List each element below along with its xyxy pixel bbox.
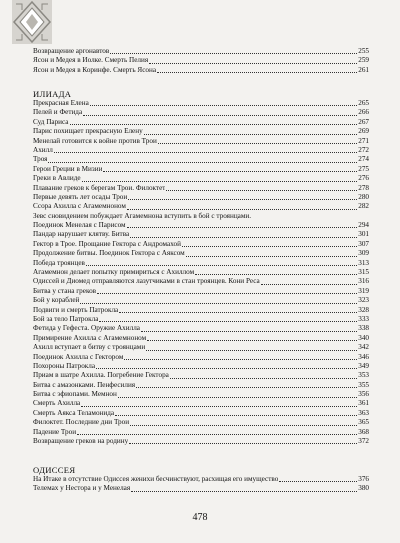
entry-title: Прекрасная Елена xyxy=(33,99,89,107)
dot-leader xyxy=(119,312,357,313)
entry-page: 282 xyxy=(358,202,369,211)
entry-title: Ахилл xyxy=(33,145,53,154)
toc-entry[interactable] xyxy=(33,400,369,409)
toc-entry[interactable] xyxy=(33,353,369,362)
dot-leader xyxy=(48,162,357,163)
entry-page: 353 xyxy=(358,371,369,380)
toc-entry[interactable] xyxy=(33,315,369,324)
entry-page: 346 xyxy=(358,352,369,361)
entry-title: Суд Париса xyxy=(33,117,69,126)
entry-page: 355 xyxy=(358,380,369,389)
toc-entry[interactable] xyxy=(33,127,369,136)
iliad-section xyxy=(33,89,369,446)
dot-leader xyxy=(118,397,357,398)
dot-leader xyxy=(90,105,357,106)
entry-page: 363 xyxy=(358,408,369,417)
entry-title: Парис похищает прекрасную Елену xyxy=(33,127,143,136)
entry-title: Зевс сновидением побуждает Агамемнона вступить в бой с троянцами. xyxy=(33,211,252,220)
dot-leader xyxy=(81,406,357,407)
entry-title: Подвиги и смерть Патрокла xyxy=(33,305,119,314)
odyssey-entry-list xyxy=(33,475,369,494)
toc-entry[interactable] xyxy=(33,381,369,390)
entry-title: Гектор в Трое. Прощание Гектора с Андромахой xyxy=(33,239,181,248)
dot-leader xyxy=(149,63,357,64)
toc-entry[interactable] xyxy=(33,268,369,277)
dot-leader xyxy=(130,237,357,238)
dot-leader xyxy=(99,321,357,322)
toc-entry[interactable] xyxy=(33,428,369,437)
entry-title: Бой за тело Патрокла xyxy=(33,314,99,323)
entry-title: Битва с эфиопами. Мемнон xyxy=(33,390,117,399)
toc-entry[interactable] xyxy=(33,165,369,174)
toc-entry[interactable] xyxy=(33,155,369,164)
entry-title: Менелай готовится к войне против Трои xyxy=(33,136,157,145)
dot-leader xyxy=(144,134,358,135)
section-heading: ОДИССЕЯ xyxy=(33,465,76,475)
dot-leader xyxy=(127,227,358,228)
toc-entry[interactable] xyxy=(33,324,369,333)
entry-page: 349 xyxy=(358,361,369,370)
toc-entry[interactable] xyxy=(33,118,369,127)
entry-page: 301 xyxy=(358,230,369,239)
dot-leader xyxy=(261,284,358,285)
entry-page: 315 xyxy=(358,268,369,277)
toc-entry[interactable] xyxy=(33,212,369,221)
entry-title: Битва с амазонками. Пенфесилия xyxy=(33,380,136,389)
toc-entry[interactable] xyxy=(33,277,369,286)
entry-title: Бой у кораблей xyxy=(33,296,80,305)
dot-leader xyxy=(83,115,357,116)
toc-entry[interactable] xyxy=(33,409,369,418)
toc-entry[interactable] xyxy=(33,343,369,352)
dot-leader xyxy=(54,152,357,153)
entry-page: 372 xyxy=(358,437,369,446)
entry-page: 340 xyxy=(358,333,369,342)
dot-leader xyxy=(80,303,357,304)
entry-page: 342 xyxy=(358,343,369,352)
toc-entry[interactable] xyxy=(33,249,369,258)
entry-title: Троя xyxy=(33,155,48,164)
dot-leader xyxy=(127,209,357,210)
toc-top-group xyxy=(33,47,369,75)
entry-title: Примирение Ахилла с Агамемноном xyxy=(33,333,147,342)
entry-page: 313 xyxy=(358,258,369,267)
entry-title: Ясон и Медея в Коринфе. Смерть Ясона xyxy=(33,65,157,74)
dot-leader xyxy=(147,340,357,341)
dot-leader xyxy=(129,443,357,444)
entry-title: Плавание греков к берегам Трои. Филоктет xyxy=(33,183,166,192)
toc-entry[interactable] xyxy=(33,475,369,484)
toc-entry[interactable] xyxy=(33,334,369,343)
entry-page: 294 xyxy=(358,221,369,230)
toc-entry[interactable] xyxy=(33,259,369,268)
entry-title: Возвращение аргонавтов xyxy=(33,47,110,55)
dot-leader xyxy=(97,293,357,294)
entry-page: 271 xyxy=(358,136,369,145)
entry-title: Пелей и Фетида xyxy=(33,108,83,117)
entry-page: 376 xyxy=(358,475,369,483)
entry-title: Агамемнон делает попытку примириться с Ахиллом xyxy=(33,268,195,277)
entry-page: 255 xyxy=(358,47,369,55)
dot-leader xyxy=(82,181,358,182)
dot-leader xyxy=(103,171,357,172)
entry-page: 323 xyxy=(358,296,369,305)
entry-page: 280 xyxy=(358,192,369,201)
entry-page: 261 xyxy=(358,65,369,74)
toc-entry[interactable] xyxy=(33,193,369,202)
entry-title: Одиссей и Диомед отправляются лазутчиками в стан троянцев. Кони Реса xyxy=(33,277,260,286)
entry-title: Смерть Аякса Теламонида xyxy=(33,408,115,417)
dot-leader xyxy=(77,434,357,435)
toc-entry[interactable] xyxy=(33,287,369,296)
entry-page: 338 xyxy=(358,324,369,333)
toc-entry[interactable] xyxy=(33,202,369,211)
entry-title: Падение Трои xyxy=(33,427,77,436)
entry-page: 361 xyxy=(358,399,369,408)
dot-leader xyxy=(130,425,357,426)
entry-title: Ахилл вступает в битву с троянцами xyxy=(33,343,146,352)
entry-page: 276 xyxy=(358,174,369,183)
entry-page: 316 xyxy=(358,277,369,286)
dot-leader xyxy=(124,359,357,360)
entry-page: 269 xyxy=(358,127,369,136)
toc-entry[interactable] xyxy=(33,47,369,56)
toc-entry[interactable] xyxy=(33,221,369,230)
entry-page: 328 xyxy=(358,305,369,314)
dot-leader xyxy=(279,481,357,482)
toc-entry[interactable] xyxy=(33,240,369,249)
entry-page: 319 xyxy=(358,286,369,295)
dot-leader xyxy=(195,274,357,275)
entry-page: 266 xyxy=(358,108,369,117)
page-number: 478 xyxy=(192,512,208,523)
entry-page: 267 xyxy=(358,117,369,126)
entry-page: 356 xyxy=(358,390,369,399)
entry-page: 365 xyxy=(358,418,369,427)
toc-entry[interactable] xyxy=(33,174,369,183)
entry-title: Продолжение битвы. Поединок Гектора с Аяксом xyxy=(33,249,185,258)
entry-title: Битва у стана греков xyxy=(33,286,97,295)
entry-title: Пандар нарушает клятву. Битва xyxy=(33,230,130,239)
toc-entry[interactable] xyxy=(33,108,369,117)
dot-leader xyxy=(166,190,357,191)
entry-page: 333 xyxy=(358,314,369,323)
entry-page: 272 xyxy=(358,145,369,154)
entry-page: 265 xyxy=(358,99,369,107)
entry-title: Телемах у Нестора и у Менелая xyxy=(33,484,131,493)
entry-title: Поединок Менелая с Парисом xyxy=(33,221,126,230)
dot-leader xyxy=(157,72,357,73)
toc-entry[interactable] xyxy=(33,137,369,146)
entry-title: Ясон и Медея в Иолке. Смерть Пелия xyxy=(33,56,149,65)
entry-page: 259 xyxy=(358,56,369,65)
toc-entry[interactable] xyxy=(33,371,369,380)
entry-title: Герои Греции в Мизии xyxy=(33,164,103,173)
entry-page: 368 xyxy=(358,427,369,436)
dot-leader xyxy=(86,265,357,266)
toc-entry[interactable] xyxy=(33,146,369,155)
dot-leader xyxy=(158,143,357,144)
dot-leader xyxy=(96,368,357,369)
entry-title: Возвращение греков на родину xyxy=(33,437,129,446)
dot-leader xyxy=(128,199,357,200)
dot-leader xyxy=(186,256,357,257)
section-heading: ИЛИАДА xyxy=(33,89,72,99)
entry-title: Греки в Авлиде xyxy=(33,174,81,183)
toc-entry[interactable] xyxy=(33,437,369,446)
dot-leader xyxy=(170,378,357,379)
entry-page: 274 xyxy=(358,155,369,164)
entry-title: Первые девять лет осады Трои xyxy=(33,192,128,201)
iliad-entry-list xyxy=(33,99,369,446)
dot-leader xyxy=(136,387,357,388)
toc-entry[interactable] xyxy=(33,66,369,75)
entry-title: Ссора Ахилла с Агамемноном xyxy=(33,202,126,211)
toc-entry[interactable] xyxy=(33,296,369,305)
entry-title: На Итаке в отсутствие Одиссея женихи бесчинствуют, расхищая его имущество xyxy=(33,475,279,483)
toc-entry[interactable] xyxy=(33,99,369,108)
dot-leader xyxy=(70,124,358,125)
toc-entry[interactable] xyxy=(33,390,369,399)
toc-entry[interactable] xyxy=(33,306,369,315)
dot-leader xyxy=(131,491,357,492)
entry-title: Победа троянцев xyxy=(33,258,85,267)
dot-leader xyxy=(141,331,357,332)
entry-title: Фетида у Гефеста. Оружие Ахилла xyxy=(33,324,140,333)
entry-page: 275 xyxy=(358,164,369,173)
entry-page: 278 xyxy=(358,183,369,192)
entry-title: Смерть Ахилла xyxy=(33,399,81,408)
toc-entry[interactable] xyxy=(33,362,369,371)
toc-entry[interactable] xyxy=(33,418,369,427)
entry-title: Поединок Ахилла с Гектором xyxy=(33,352,124,361)
greek-ornament-icon xyxy=(12,0,52,44)
toc-entry[interactable] xyxy=(33,184,369,193)
dot-leader xyxy=(182,246,357,247)
entry-title: Филоктет. Последние дни Трои xyxy=(33,418,130,427)
dot-leader xyxy=(146,350,357,351)
entry-title: Похороны Патрокла xyxy=(33,361,96,370)
entry-page: 380 xyxy=(358,484,369,493)
dot-leader xyxy=(110,53,357,54)
dot-leader xyxy=(115,415,357,416)
entry-page: 309 xyxy=(358,249,369,258)
toc-entry[interactable] xyxy=(33,484,369,493)
entry-title: Приам в шатре Ахилла. Погребение Гектора xyxy=(33,371,169,380)
toc-entry[interactable] xyxy=(33,230,369,239)
entry-page: 307 xyxy=(358,239,369,248)
odyssey-section xyxy=(33,465,369,494)
toc-entry[interactable] xyxy=(33,56,369,65)
